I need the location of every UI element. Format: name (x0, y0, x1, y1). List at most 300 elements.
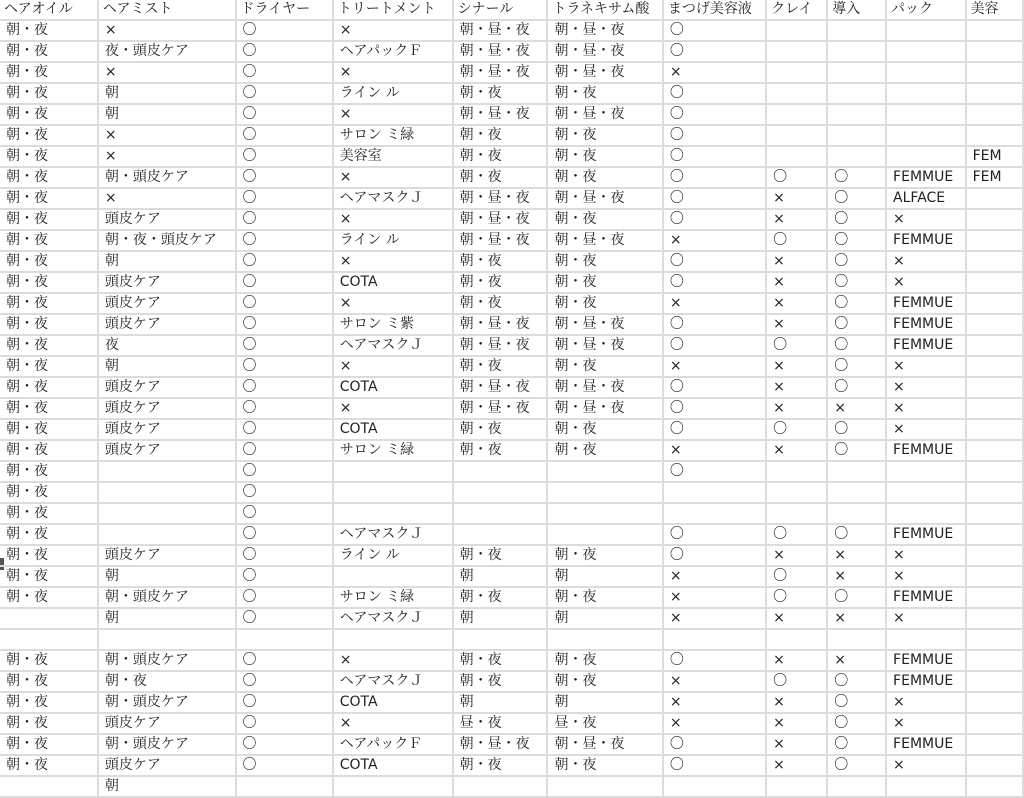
cell[interactable]: 朝・夜 (547, 545, 662, 566)
cell[interactable] (766, 104, 827, 125)
cell[interactable]: 頭皮ケア (98, 755, 236, 776)
cell[interactable]: 〇 (663, 167, 766, 188)
cell[interactable] (966, 566, 1023, 587)
cell[interactable]: 夜 (98, 335, 236, 356)
cell[interactable] (663, 629, 766, 650)
cell[interactable]: 朝・昼・夜 (453, 314, 548, 335)
cell[interactable]: × (886, 251, 966, 272)
cell[interactable]: 〇 (236, 671, 333, 692)
cell[interactable]: 朝・夜 (0, 755, 98, 776)
cell[interactable]: 〇 (827, 524, 886, 545)
cell[interactable]: 朝・夜 (0, 188, 98, 209)
cell[interactable]: 朝・夜 (453, 650, 548, 671)
cell[interactable]: 〇 (236, 356, 333, 377)
cell[interactable] (453, 629, 548, 650)
cell[interactable]: 朝 (547, 608, 662, 629)
cell[interactable]: × (333, 62, 453, 83)
cell[interactable]: × (766, 377, 827, 398)
cell[interactable] (547, 482, 662, 503)
cell[interactable] (98, 482, 236, 503)
cell[interactable]: 頭皮ケア (98, 398, 236, 419)
cell[interactable] (333, 503, 453, 524)
cell[interactable]: 朝・夜 (0, 20, 98, 41)
cell[interactable] (547, 503, 662, 524)
cell[interactable]: 朝・昼・夜 (453, 104, 548, 125)
cell[interactable]: 朝・夜 (453, 356, 548, 377)
cell[interactable] (886, 104, 966, 125)
column-header[interactable]: 美容 (966, 0, 1023, 20)
cell[interactable]: × (766, 713, 827, 734)
cell[interactable]: 朝・夜 (547, 293, 662, 314)
cell[interactable]: 朝・昼・夜 (453, 188, 548, 209)
cell[interactable]: × (886, 608, 966, 629)
cell[interactable] (98, 503, 236, 524)
cell[interactable] (766, 125, 827, 146)
cell[interactable]: 〇 (663, 314, 766, 335)
cell[interactable]: 朝・夜 (0, 440, 98, 461)
cell[interactable]: 〇 (663, 146, 766, 167)
cell[interactable]: 朝 (453, 608, 548, 629)
cell[interactable]: 朝・夜 (0, 272, 98, 293)
cell[interactable]: FEMMUE (886, 440, 966, 461)
cell[interactable] (663, 482, 766, 503)
cell[interactable]: 朝・昼・夜 (547, 314, 662, 335)
cell[interactable]: FEMMUE (886, 650, 966, 671)
cell[interactable]: 朝・夜 (547, 419, 662, 440)
cell[interactable] (966, 440, 1023, 461)
cell[interactable]: 〇 (663, 398, 766, 419)
cell[interactable]: 〇 (236, 650, 333, 671)
cell[interactable]: 〇 (766, 335, 827, 356)
cell[interactable]: 〇 (827, 671, 886, 692)
cell[interactable]: 〇 (236, 20, 333, 41)
cell[interactable]: ライン ル (333, 83, 453, 104)
cell[interactable] (966, 83, 1023, 104)
cell[interactable]: 朝・夜 (547, 650, 662, 671)
cell[interactable]: × (766, 314, 827, 335)
cell[interactable]: 〇 (827, 167, 886, 188)
cell[interactable]: 〇 (236, 377, 333, 398)
cell[interactable]: 朝・夜 (0, 713, 98, 734)
cell[interactable]: 朝・夜 (0, 377, 98, 398)
cell[interactable] (0, 629, 98, 650)
cell[interactable] (766, 629, 827, 650)
cell[interactable]: 朝・昼・夜 (547, 230, 662, 251)
cell[interactable]: × (333, 167, 453, 188)
cell[interactable]: 朝 (98, 251, 236, 272)
cell[interactable]: 朝・夜 (0, 146, 98, 167)
cell[interactable]: 朝・昼・夜 (453, 335, 548, 356)
cell[interactable]: 朝・夜 (453, 272, 548, 293)
cell[interactable]: 朝・夜 (0, 167, 98, 188)
cell[interactable]: 〇 (827, 356, 886, 377)
cell[interactable]: ライン ル (333, 230, 453, 251)
cell[interactable]: × (827, 650, 886, 671)
cell[interactable]: ヘアマスクＪ (333, 188, 453, 209)
column-header[interactable]: ドライヤー (236, 0, 333, 20)
column-header[interactable]: ヘアミスト (98, 0, 236, 20)
cell[interactable]: 朝・夜 (98, 671, 236, 692)
cell[interactable]: × (663, 230, 766, 251)
cell[interactable]: × (766, 608, 827, 629)
cell[interactable]: × (766, 755, 827, 776)
cell[interactable]: 〇 (663, 125, 766, 146)
cell[interactable]: 〇 (236, 272, 333, 293)
cell[interactable] (827, 146, 886, 167)
cell[interactable]: 朝・昼・夜 (547, 377, 662, 398)
cell[interactable]: 朝・夜 (453, 755, 548, 776)
cell[interactable]: 〇 (663, 650, 766, 671)
cell[interactable]: ライン ル (333, 545, 453, 566)
cell[interactable] (886, 41, 966, 62)
cell[interactable] (236, 629, 333, 650)
cell[interactable]: 朝・夜 (0, 335, 98, 356)
cell[interactable]: 朝・夜・頭皮ケア (98, 230, 236, 251)
cell[interactable]: 〇 (236, 755, 333, 776)
cell[interactable]: 朝 (453, 692, 548, 713)
cell[interactable]: 朝 (98, 608, 236, 629)
cell[interactable]: 〇 (236, 503, 333, 524)
cell[interactable] (98, 524, 236, 545)
cell[interactable]: × (886, 377, 966, 398)
cell[interactable] (547, 776, 662, 797)
cell[interactable]: 〇 (827, 335, 886, 356)
cell[interactable]: 朝・夜 (547, 440, 662, 461)
cell[interactable] (886, 503, 966, 524)
cell[interactable] (886, 482, 966, 503)
cell[interactable]: FEMMUE (886, 293, 966, 314)
cell[interactable] (827, 461, 886, 482)
cell[interactable] (827, 41, 886, 62)
cell[interactable]: 朝・夜 (547, 755, 662, 776)
cell[interactable] (966, 503, 1023, 524)
cell[interactable]: ヘアマスクＪ (333, 335, 453, 356)
cell[interactable]: 朝・夜 (0, 692, 98, 713)
cell[interactable]: FEMMUE (886, 671, 966, 692)
cell[interactable]: 朝・頭皮ケア (98, 587, 236, 608)
cell[interactable]: 朝・夜 (0, 419, 98, 440)
cell[interactable]: 〇 (827, 314, 886, 335)
cell[interactable]: 朝・夜 (547, 209, 662, 230)
cell[interactable]: 朝 (98, 566, 236, 587)
cell[interactable]: 朝・夜 (453, 671, 548, 692)
cell[interactable]: × (333, 20, 453, 41)
cell[interactable]: 〇 (663, 377, 766, 398)
cell[interactable]: 〇 (827, 692, 886, 713)
cell[interactable]: 朝・夜 (0, 41, 98, 62)
cell[interactable] (886, 461, 966, 482)
cell[interactable]: COTA (333, 692, 453, 713)
cell[interactable]: 〇 (236, 62, 333, 83)
cell[interactable] (827, 629, 886, 650)
cell[interactable]: × (886, 566, 966, 587)
cell[interactable]: 頭皮ケア (98, 419, 236, 440)
cell[interactable]: 朝・夜 (0, 293, 98, 314)
cell[interactable] (886, 776, 966, 797)
cell[interactable]: × (663, 608, 766, 629)
cell[interactable]: × (827, 566, 886, 587)
cell[interactable]: 〇 (663, 20, 766, 41)
cell[interactable]: ヘアマスクＪ (333, 671, 453, 692)
cell[interactable] (966, 356, 1023, 377)
cell[interactable]: 〇 (663, 209, 766, 230)
cell[interactable]: 〇 (236, 482, 333, 503)
cell[interactable]: 頭皮ケア (98, 713, 236, 734)
cell[interactable]: ヘアパックＦ (333, 41, 453, 62)
cell[interactable]: 〇 (236, 314, 333, 335)
cell[interactable]: × (663, 671, 766, 692)
cell[interactable]: 〇 (236, 440, 333, 461)
cell[interactable]: 朝・昼・夜 (453, 41, 548, 62)
cell[interactable]: × (333, 713, 453, 734)
cell[interactable]: × (333, 251, 453, 272)
cell[interactable] (966, 209, 1023, 230)
cell[interactable]: 朝・昼・夜 (547, 41, 662, 62)
cell[interactable]: 〇 (236, 461, 333, 482)
cell[interactable]: 〇 (827, 272, 886, 293)
cell[interactable]: × (766, 692, 827, 713)
cell[interactable]: 朝・夜 (0, 230, 98, 251)
cell[interactable] (966, 482, 1023, 503)
cell[interactable]: × (333, 398, 453, 419)
cell[interactable]: × (766, 356, 827, 377)
cell[interactable]: 朝・夜 (453, 125, 548, 146)
cell[interactable] (966, 692, 1023, 713)
cell[interactable] (966, 629, 1023, 650)
cell[interactable]: 朝・夜 (0, 545, 98, 566)
cell[interactable]: 〇 (663, 272, 766, 293)
cell[interactable] (827, 104, 886, 125)
cell[interactable]: 〇 (663, 755, 766, 776)
cell[interactable]: 朝・昼・夜 (453, 62, 548, 83)
cell[interactable]: 朝・夜 (0, 566, 98, 587)
cell[interactable] (966, 272, 1023, 293)
cell[interactable]: 朝 (98, 83, 236, 104)
cell[interactable] (966, 650, 1023, 671)
cell[interactable]: 朝・夜 (547, 125, 662, 146)
cell[interactable]: × (663, 566, 766, 587)
cell[interactable] (966, 755, 1023, 776)
cell[interactable] (966, 398, 1023, 419)
cell[interactable]: 〇 (827, 440, 886, 461)
cell[interactable] (886, 20, 966, 41)
cell[interactable] (0, 608, 98, 629)
cell[interactable]: × (766, 251, 827, 272)
cell[interactable]: COTA (333, 272, 453, 293)
cell[interactable]: × (663, 440, 766, 461)
cell[interactable]: 朝・夜 (453, 83, 548, 104)
cell[interactable]: × (98, 62, 236, 83)
cell[interactable]: 朝・夜 (453, 545, 548, 566)
cell[interactable]: × (766, 398, 827, 419)
cell[interactable]: 朝・昼・夜 (453, 398, 548, 419)
cell[interactable] (886, 125, 966, 146)
cell[interactable]: 朝・夜 (0, 356, 98, 377)
cell[interactable] (547, 461, 662, 482)
cell[interactable]: COTA (333, 419, 453, 440)
cell[interactable]: × (886, 713, 966, 734)
cell[interactable]: 〇 (827, 293, 886, 314)
cell[interactable]: 〇 (236, 419, 333, 440)
cell[interactable]: 〇 (663, 251, 766, 272)
cell[interactable]: × (766, 293, 827, 314)
cell[interactable]: × (886, 545, 966, 566)
cell[interactable] (966, 125, 1023, 146)
cell[interactable]: 〇 (827, 188, 886, 209)
cell[interactable]: 朝・夜 (0, 671, 98, 692)
cell[interactable]: 〇 (663, 545, 766, 566)
cell[interactable]: 夜・頭皮ケア (98, 41, 236, 62)
cell[interactable]: 昼・夜 (453, 713, 548, 734)
cell[interactable]: ヘアパックＦ (333, 734, 453, 755)
cell[interactable] (966, 62, 1023, 83)
cell[interactable]: 〇 (236, 713, 333, 734)
cell[interactable]: 朝・夜 (453, 251, 548, 272)
cell[interactable]: 朝・夜 (0, 83, 98, 104)
cell[interactable]: FEM (966, 167, 1023, 188)
cell[interactable]: 朝・昼・夜 (453, 230, 548, 251)
cell[interactable]: × (98, 125, 236, 146)
cell[interactable]: 〇 (236, 41, 333, 62)
cell[interactable]: 朝・夜 (0, 314, 98, 335)
cell[interactable]: 〇 (827, 419, 886, 440)
cell[interactable] (886, 83, 966, 104)
column-header[interactable]: クレイ (766, 0, 827, 20)
cell[interactable]: × (886, 272, 966, 293)
cell[interactable]: FEMMUE (886, 587, 966, 608)
cell[interactable]: × (827, 545, 886, 566)
cell[interactable] (827, 482, 886, 503)
cell[interactable]: 朝・頭皮ケア (98, 692, 236, 713)
cell[interactable]: × (333, 209, 453, 230)
cell[interactable]: 〇 (663, 41, 766, 62)
cell[interactable]: × (766, 209, 827, 230)
cell[interactable] (766, 503, 827, 524)
cell[interactable]: × (333, 104, 453, 125)
cell[interactable]: 頭皮ケア (98, 272, 236, 293)
cell[interactable]: × (663, 356, 766, 377)
cell[interactable]: 〇 (236, 146, 333, 167)
cell[interactable]: 〇 (766, 566, 827, 587)
cell[interactable]: × (886, 692, 966, 713)
cell[interactable]: × (766, 734, 827, 755)
cell[interactable] (966, 104, 1023, 125)
cell[interactable] (766, 20, 827, 41)
cell[interactable]: COTA (333, 755, 453, 776)
cell[interactable] (0, 776, 98, 797)
cell[interactable]: 〇 (236, 692, 333, 713)
cell[interactable]: 朝 (547, 692, 662, 713)
column-header[interactable]: トラネキサム酸 (547, 0, 662, 20)
cell[interactable]: サロン ミ緑 (333, 587, 453, 608)
cell[interactable] (966, 419, 1023, 440)
cell[interactable] (966, 251, 1023, 272)
cell[interactable]: 頭皮ケア (98, 209, 236, 230)
cell[interactable]: 〇 (827, 713, 886, 734)
cell[interactable]: 〇 (827, 377, 886, 398)
cell[interactable]: × (886, 755, 966, 776)
cell[interactable]: × (98, 146, 236, 167)
cell[interactable] (966, 230, 1023, 251)
cell[interactable] (966, 314, 1023, 335)
cell[interactable] (547, 629, 662, 650)
cell[interactable] (453, 482, 548, 503)
cell[interactable]: × (886, 398, 966, 419)
cell[interactable]: 〇 (663, 461, 766, 482)
cell[interactable]: 朝 (453, 566, 548, 587)
cell[interactable] (766, 41, 827, 62)
column-header[interactable]: まつげ美容液 (663, 0, 766, 20)
cell[interactable]: 朝・昼・夜 (453, 20, 548, 41)
cell[interactable] (886, 62, 966, 83)
cell[interactable] (966, 608, 1023, 629)
cell[interactable]: 朝・夜 (547, 671, 662, 692)
cell[interactable]: 朝・昼・夜 (547, 188, 662, 209)
cell[interactable]: 朝・夜 (547, 146, 662, 167)
cell[interactable]: × (886, 419, 966, 440)
cell[interactable] (966, 377, 1023, 398)
cell[interactable]: FEM (966, 146, 1023, 167)
cell[interactable]: 朝 (547, 566, 662, 587)
cell[interactable]: 〇 (663, 419, 766, 440)
cell[interactable]: 朝・夜 (0, 587, 98, 608)
cell[interactable]: 頭皮ケア (98, 377, 236, 398)
cell[interactable]: × (663, 587, 766, 608)
cell[interactable]: 朝 (98, 104, 236, 125)
cell[interactable]: 朝・夜 (547, 167, 662, 188)
cell[interactable]: 〇 (663, 335, 766, 356)
cell[interactable]: 〇 (236, 587, 333, 608)
cell[interactable] (966, 671, 1023, 692)
cell[interactable]: 朝・昼・夜 (453, 377, 548, 398)
cell[interactable]: × (333, 293, 453, 314)
cell[interactable]: 朝・昼・夜 (547, 398, 662, 419)
cell[interactable] (966, 776, 1023, 797)
cell[interactable] (886, 629, 966, 650)
cell[interactable] (966, 41, 1023, 62)
cell[interactable]: 朝・夜 (547, 272, 662, 293)
cell[interactable]: × (886, 209, 966, 230)
cell[interactable]: 〇 (766, 419, 827, 440)
cell[interactable]: ヘアマスクＪ (333, 608, 453, 629)
cell[interactable] (886, 146, 966, 167)
column-header[interactable]: シナール (453, 0, 548, 20)
cell[interactable]: 〇 (236, 335, 333, 356)
cell[interactable] (453, 524, 548, 545)
cell[interactable]: 朝・夜 (0, 524, 98, 545)
cell[interactable]: 朝・夜 (453, 419, 548, 440)
cell[interactable]: 朝・夜 (0, 650, 98, 671)
cell[interactable]: 朝・昼・夜 (547, 20, 662, 41)
cell[interactable]: × (827, 608, 886, 629)
cell[interactable]: 朝・夜 (0, 251, 98, 272)
cell[interactable] (453, 776, 548, 797)
cell[interactable] (966, 188, 1023, 209)
cell[interactable]: 〇 (236, 230, 333, 251)
cell[interactable]: × (333, 356, 453, 377)
cell[interactable]: 〇 (663, 524, 766, 545)
cell[interactable]: 朝・夜 (0, 734, 98, 755)
cell[interactable] (663, 503, 766, 524)
cell[interactable]: × (333, 650, 453, 671)
cell[interactable]: 朝・昼・夜 (547, 104, 662, 125)
cell[interactable]: 〇 (827, 230, 886, 251)
cell[interactable]: × (766, 188, 827, 209)
cell[interactable]: × (663, 713, 766, 734)
cell[interactable]: 朝・夜 (453, 167, 548, 188)
cell[interactable]: 〇 (236, 83, 333, 104)
cell[interactable]: 朝・昼・夜 (453, 209, 548, 230)
